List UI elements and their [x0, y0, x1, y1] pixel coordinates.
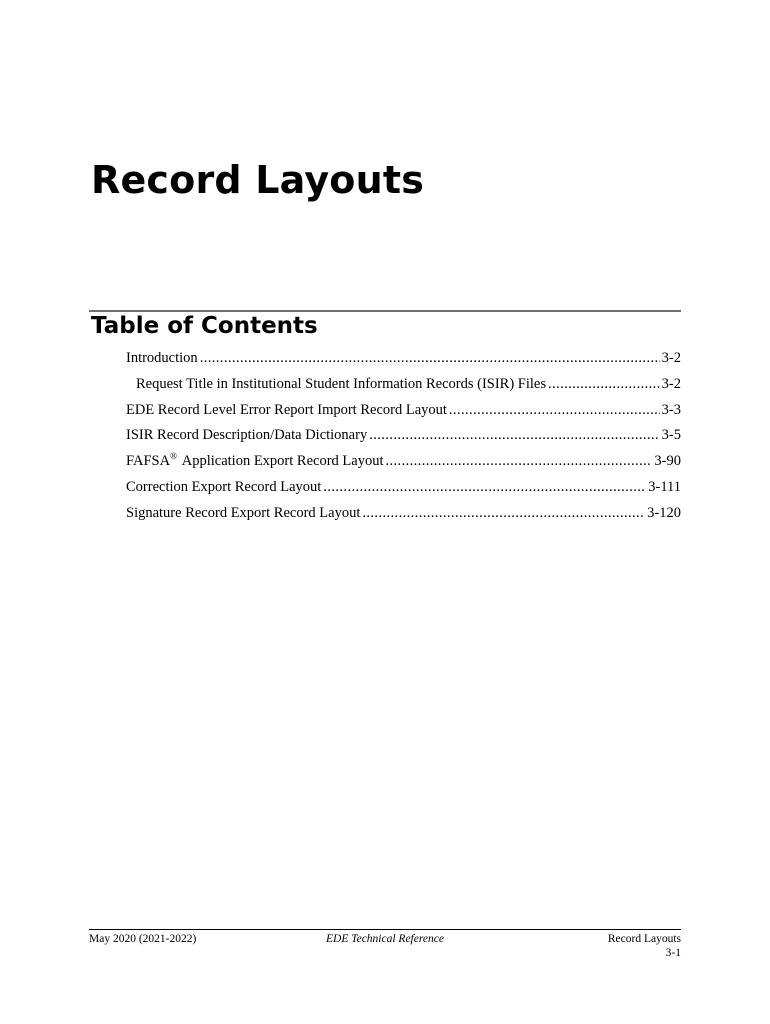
- toc-heading: Table of Contents: [91, 313, 318, 339]
- toc-entry-request-title[interactable]: [126, 372, 681, 398]
- toc-dot-leader: [362, 501, 645, 527]
- toc-dot-leader: [369, 423, 659, 449]
- toc-entry-page: 3-90: [654, 453, 681, 470]
- toc-entry-page: 3-2: [661, 350, 681, 366]
- toc-entry-ede-error-report[interactable]: [126, 398, 681, 424]
- toc-entry-page: 3-111: [648, 478, 681, 495]
- toc-entry-title: Introduction: [126, 350, 198, 366]
- toc-entry-title: Signature Record Export Record Layout: [126, 504, 361, 521]
- toc-entry-title: [126, 449, 383, 475]
- toc-entry-title: Request Title in Institutional Student Information Records (ISIR) Files: [136, 375, 547, 392]
- toc-entry-page: 3-3: [661, 401, 681, 418]
- page-title: Record Layouts: [91, 158, 425, 202]
- toc-entry-correction-export[interactable]: [126, 475, 681, 501]
- toc-dot-leader: [323, 475, 646, 501]
- toc-entry-title: ISIR Record Description/Data Dictionary: [126, 427, 368, 444]
- toc-entry-introduction[interactable]: [126, 346, 681, 372]
- toc-list: [126, 346, 681, 527]
- toc-entry-page: 3-5: [661, 427, 681, 444]
- toc-entry-title: Correction Export Record Layout: [126, 478, 322, 495]
- footer-document-title: EDE Technical Reference: [326, 933, 444, 945]
- footer-page-number: 3-1: [665, 947, 681, 959]
- toc-dot-leader: [385, 449, 652, 475]
- toc-entry-title-rest: Application Export Record Layout: [181, 453, 384, 470]
- toc-dot-leader: [548, 372, 660, 398]
- toc-entry-page: 3-2: [661, 375, 681, 392]
- toc-entry-title: EDE Record Level Error Report Import Record Layout: [126, 401, 447, 418]
- footer-section-name: Record Layouts: [607, 933, 681, 945]
- toc-entry-title-main: FAFSA: [126, 453, 171, 470]
- footer-divider: [89, 929, 681, 930]
- toc-entry-fafsa-export[interactable]: [126, 449, 681, 475]
- registered-mark: ®: [170, 451, 177, 462]
- toc-entry-isir-dictionary[interactable]: [126, 423, 681, 449]
- toc-entry-signature-export[interactable]: [126, 501, 681, 527]
- toc-dot-leader: [449, 398, 660, 424]
- toc-entry-page: 3-120: [647, 504, 681, 521]
- toc-divider: [89, 310, 681, 312]
- toc-dot-leader: [200, 346, 660, 372]
- footer-section: [608, 932, 681, 960]
- footer-date: May 2020 (2021-2022): [89, 933, 197, 945]
